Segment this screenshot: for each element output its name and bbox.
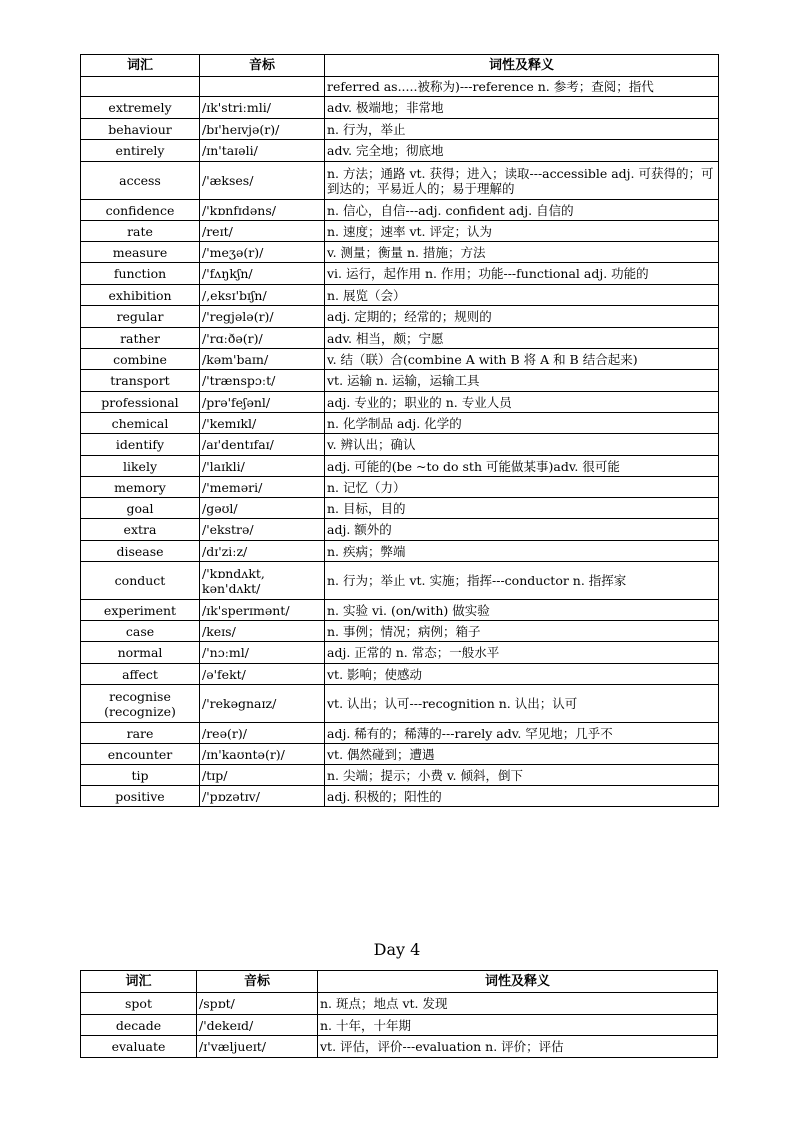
cell-word: recognise (recognize) — [81, 685, 200, 723]
cell-word — [81, 77, 200, 97]
cell-word: extremely — [81, 97, 200, 119]
table-row — [81, 744, 719, 765]
cell-word: function — [81, 263, 200, 285]
table-row — [81, 370, 719, 392]
cell-definition: n. 目标，目的 — [325, 498, 719, 519]
table-row — [81, 562, 719, 600]
cell-phonetic: /'kemɪkl/ — [200, 413, 325, 434]
cell-phonetic: /ɪn'taɪəli/ — [200, 140, 325, 162]
table-row — [81, 600, 719, 621]
cell-word: disease — [81, 541, 200, 562]
cell-word: rare — [81, 723, 200, 744]
cell-word: professional — [81, 392, 200, 413]
cell-phonetic: /dɪ'ziːz/ — [200, 541, 325, 562]
table-row — [81, 349, 719, 370]
cell-word: experiment — [81, 600, 200, 621]
table-row — [81, 97, 719, 119]
table-body — [81, 993, 718, 1058]
cell-definition: n. 实验 vi. (on/with) 做实验 — [325, 600, 719, 621]
cell-phonetic: /ə'fekt/ — [200, 664, 325, 685]
table-row — [81, 685, 719, 723]
cell-definition: vt. 认出；认可---recognition n. 认出；认可 — [325, 685, 719, 723]
table-row — [81, 306, 719, 328]
cell-definition: n. 尖端；提示；小费 v. 倾斜，倒下 — [325, 765, 719, 786]
table-row — [81, 541, 719, 562]
table-row — [81, 642, 719, 664]
cell-word: behaviour — [81, 119, 200, 140]
cell-definition: n. 信心，自信---adj. confident adj. 自信的 — [325, 200, 719, 221]
cell-definition: n. 展览（会） — [325, 285, 719, 306]
cell-definition: vt. 评估，评价---evaluation n. 评价；评估 — [318, 1036, 718, 1058]
cell-definition: n. 化学制品 adj. 化学的 — [325, 413, 719, 434]
cell-phonetic: /'pɒzətɪv/ — [200, 786, 325, 807]
table-row — [81, 200, 719, 221]
table-row — [81, 519, 719, 541]
cell-phonetic: /'laɪkli/ — [200, 456, 325, 477]
header-phonetic: 音标 — [197, 971, 318, 993]
cell-word: conduct — [81, 562, 200, 600]
cell-word: chemical — [81, 413, 200, 434]
cell-phonetic: /'trænspɔːt/ — [200, 370, 325, 392]
cell-word: goal — [81, 498, 200, 519]
cell-phonetic: /tɪp/ — [200, 765, 325, 786]
cell-word: likely — [81, 456, 200, 477]
cell-definition: adv. 相当，颇；宁愿 — [325, 328, 719, 349]
table-row — [81, 786, 719, 807]
cell-phonetic: /'kɒndʌkt, kən'dʌkt/ — [200, 562, 325, 600]
cell-phonetic: /'regjələ(r)/ — [200, 306, 325, 328]
cell-definition: adj. 稀有的；稀薄的---rarely adv. 罕见地；几乎不 — [325, 723, 719, 744]
table-body — [81, 77, 719, 807]
cell-word: entirely — [81, 140, 200, 162]
cell-phonetic: /'fʌŋkʃn/ — [200, 263, 325, 285]
cell-definition: v. 辨认出；确认 — [325, 434, 719, 456]
table-row — [81, 285, 719, 306]
cell-definition: adj. 定期的；经常的；规则的 — [325, 306, 719, 328]
cell-definition: n. 记忆（力） — [325, 477, 719, 498]
cell-definition: vi. 运行，起作用 n. 作用；功能---functional adj. 功能的 — [325, 263, 719, 285]
cell-word: decade — [81, 1015, 197, 1036]
header-phonetic: 音标 — [200, 55, 325, 77]
cell-word: rather — [81, 328, 200, 349]
table-row — [81, 993, 718, 1015]
table-row — [81, 413, 719, 434]
header-definition: 词性及释义 — [318, 971, 718, 993]
vocab-table-1 — [80, 54, 719, 807]
cell-definition: n. 事例；情况；病例；箱子 — [325, 621, 719, 642]
cell-definition: adj. 正常的 n. 常态；一般水平 — [325, 642, 719, 664]
cell-phonetic: /ɪ'væljueɪt/ — [197, 1036, 318, 1058]
cell-phonetic: /'dekeɪd/ — [197, 1015, 318, 1036]
day-title: Day 4 — [373, 940, 421, 959]
table-header-row — [81, 971, 718, 993]
table-row — [81, 392, 719, 413]
cell-phonetic: /'ækses/ — [200, 162, 325, 200]
cell-definition: adj. 专业的；职业的 n. 专业人员 — [325, 392, 719, 413]
cell-definition: n. 速度；速率 vt. 评定；认为 — [325, 221, 719, 242]
cell-word: evaluate — [81, 1036, 197, 1058]
cell-definition: n. 方法；通路 vt. 获得；进入；读取---accessible adj. 可获得的；可到达的；平易近人的；易于理解的 — [325, 162, 719, 200]
cell-definition: adj. 可能的(be ~to do sth 可能做某事)adv. 很可能 — [325, 456, 719, 477]
cell-word: tip — [81, 765, 200, 786]
cell-word: spot — [81, 993, 197, 1015]
cell-definition: vt. 偶然碰到；遭遇 — [325, 744, 719, 765]
cell-definition: v. 测量；衡量 n. 措施；方法 — [325, 242, 719, 263]
cell-definition: adv. 完全地；彻底地 — [325, 140, 719, 162]
table-row — [81, 1015, 718, 1036]
cell-definition: vt. 影响；使感动 — [325, 664, 719, 685]
cell-word: affect — [81, 664, 200, 685]
cell-word: positive — [81, 786, 200, 807]
table-row — [81, 664, 719, 685]
cell-definition: n. 疾病；弊端 — [325, 541, 719, 562]
header-word: 词汇 — [81, 55, 200, 77]
cell-word: measure — [81, 242, 200, 263]
cell-definition: adj. 积极的；阳性的 — [325, 786, 719, 807]
cell-phonetic: /bɪ'heɪvjə(r)/ — [200, 119, 325, 140]
cell-definition: n. 行为；举止 vt. 实施；指挥---conductor n. 指挥家 — [325, 562, 719, 600]
cell-definition: n. 斑点；地点 vt. 发现 — [318, 993, 718, 1015]
table-row — [81, 140, 719, 162]
cell-definition: vt. 运输 n. 运输，运输工具 — [325, 370, 719, 392]
table-row — [81, 162, 719, 200]
cell-word: encounter — [81, 744, 200, 765]
cell-definition: n. 十年，十年期 — [318, 1015, 718, 1036]
cell-definition: adj. 额外的 — [325, 519, 719, 541]
table-row — [81, 434, 719, 456]
cell-phonetic: /spɒt/ — [197, 993, 318, 1015]
cell-phonetic: /keɪs/ — [200, 621, 325, 642]
cell-word: rate — [81, 221, 200, 242]
cell-word: access — [81, 162, 200, 200]
cell-phonetic: /prə'feʃənl/ — [200, 392, 325, 413]
cell-word: combine — [81, 349, 200, 370]
cell-phonetic: /'ekstrə/ — [200, 519, 325, 541]
cell-phonetic: /reə(r)/ — [200, 723, 325, 744]
cell-phonetic: /ɪk'sperɪmənt/ — [200, 600, 325, 621]
cell-phonetic: /aɪ'dentɪfaɪ/ — [200, 434, 325, 456]
cell-word: identify — [81, 434, 200, 456]
cell-phonetic: /gəʊl/ — [200, 498, 325, 519]
cell-phonetic: /reɪt/ — [200, 221, 325, 242]
cell-phonetic: /kəm'baɪn/ — [200, 349, 325, 370]
cell-definition: v. 结（联）合(combine A with B 将 A 和 B 结合起来) — [325, 349, 719, 370]
cell-phonetic: /'nɔːml/ — [200, 642, 325, 664]
cell-phonetic — [200, 77, 325, 97]
table-row — [81, 477, 719, 498]
cell-phonetic: /'rɑːðə(r)/ — [200, 328, 325, 349]
table-row — [81, 723, 719, 744]
cell-phonetic: /ɪk'striːmli/ — [200, 97, 325, 119]
cell-phonetic: /,eksɪ'bɪʃn/ — [200, 285, 325, 306]
table-row — [81, 1036, 718, 1058]
table-row — [81, 498, 719, 519]
vocab-table-2 — [80, 970, 718, 1058]
cell-definition: referred as.....被称为)---reference n. 参考；查阅；指代 — [325, 77, 719, 97]
cell-phonetic: /'meʒə(r)/ — [200, 242, 325, 263]
cell-definition: n. 行为，举止 — [325, 119, 719, 140]
table-row — [81, 242, 719, 263]
cell-phonetic: /'meməri/ — [200, 477, 325, 498]
table-row — [81, 221, 719, 242]
cell-word: extra — [81, 519, 200, 541]
table-row — [81, 77, 719, 97]
cell-word: regular — [81, 306, 200, 328]
cell-word: normal — [81, 642, 200, 664]
table-row — [81, 328, 719, 349]
table-row — [81, 621, 719, 642]
table-row — [81, 119, 719, 140]
cell-word: exhibition — [81, 285, 200, 306]
table-row — [81, 456, 719, 477]
table-header-row — [81, 55, 719, 77]
cell-word: confidence — [81, 200, 200, 221]
cell-phonetic: /'rekəgnaɪz/ — [200, 685, 325, 723]
cell-phonetic: /'kɒnfɪdəns/ — [200, 200, 325, 221]
cell-phonetic: /ɪn'kaʊntə(r)/ — [200, 744, 325, 765]
table-row — [81, 765, 719, 786]
cell-word: memory — [81, 477, 200, 498]
header-definition: 词性及释义 — [325, 55, 719, 77]
header-word: 词汇 — [81, 971, 197, 993]
cell-definition: adv. 极端地；非常地 — [325, 97, 719, 119]
table-row — [81, 263, 719, 285]
cell-word: transport — [81, 370, 200, 392]
cell-word: case — [81, 621, 200, 642]
